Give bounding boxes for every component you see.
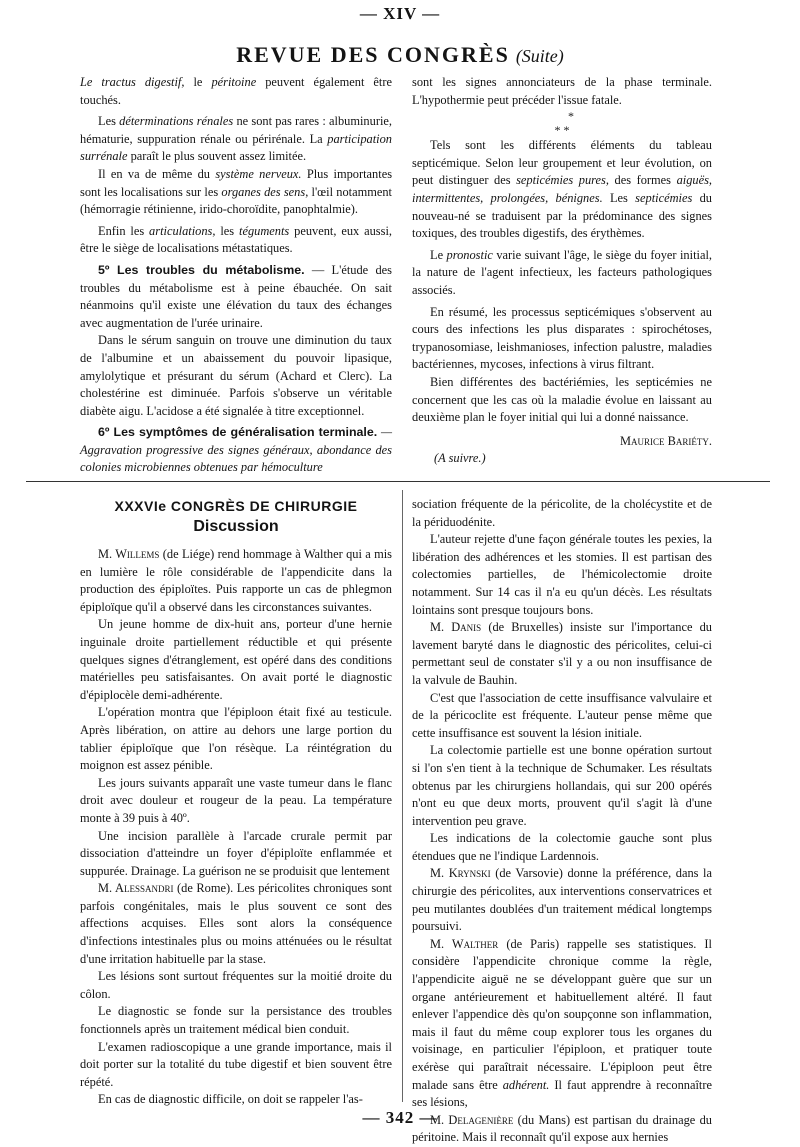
paragraph: Une incision parallèle à l'arcade crurale permit par dissociation d'atteindre un foyer d'épiploïte enflammée et suppurée. Drainage. La guérison ne se produisit que lentement	[80, 828, 392, 878]
emphasis: septicémies	[635, 190, 693, 205]
text: des formes	[608, 173, 677, 188]
column-divider	[402, 490, 403, 1102]
speaker-name: M. Walther	[430, 936, 499, 951]
text: peuvent également être touchés.	[80, 75, 392, 107]
text: ne sont pas rares : albuminurie, hématurie, suppuration rénale ou périrénale. La	[80, 114, 392, 146]
paragraph: sont les signes annonciateurs de la phase terminale. L'hypothermie peut précéder l'issue fatale.	[412, 75, 712, 107]
text: paraît le plus souvent assez limitée.	[127, 149, 307, 164]
paragraph	[80, 74, 392, 109]
paragraph: La colectomie partielle est une bonne opération surtout si l'on s'en tient à la technique de Schumaker. Les résultats obtenus par les chirurgiens hollandais, qui sur 200 opérés n'ont eu que deux morts, prouvent qu'il s'agit là d'une intervention peu grave.	[412, 743, 712, 828]
paragraph: L'auteur rejette d'une façon générale toutes les pexies, la libération des adhérences et les stomies. Il est partisan des colectomies partielles, de l'hémicolectomie droite notamment. Sur 14 cas il n'a eu qu'un décès. Les résultats lointains sont presque toujours bons.	[412, 532, 712, 617]
page-number: — 342 —	[362, 1108, 438, 1127]
emphasis: Le tractus digestif,	[80, 75, 185, 89]
speaker-name: M. Danis	[430, 620, 482, 635]
section-divider	[26, 481, 770, 482]
paragraph: Les jours suivants apparaît une vaste tumeur dans le flanc droit avec douleur et rougeur de la peau. La température monte à 39 puis à 40º.	[80, 775, 392, 825]
emphasis: organes des sens	[221, 184, 306, 199]
paragraph	[412, 247, 712, 300]
paragraph: Le diagnostic se fonde sur la persistance des troubles fonctionnels après un traitement médical bien conduit.	[80, 1004, 392, 1037]
asterism-separator: * * *	[554, 109, 574, 138]
paragraph	[412, 137, 712, 243]
text: Le	[430, 247, 447, 262]
paragraph: En résumé, les processus septicémiques s'observent au cours des infections les plus disparates : spirochétoses, trypanosomiase, leishmanioses, infection palustre, maladies bactériennes, mycoses, infections à virus filtrant.	[412, 304, 712, 372]
text: varie suivant l'âge, le siège du foyer initial, la nature de l'agent infectieux, les facteurs pathologiques associés.	[412, 247, 712, 297]
paragraph: sociation fréquente de la péricolite, de la cholécystite et de la périduodénite.	[412, 497, 712, 529]
paragraph	[80, 880, 392, 968]
speaker-name: M. Delagenière	[430, 1112, 514, 1127]
text: le	[184, 75, 212, 89]
emphasis: adhérent.	[502, 1077, 550, 1092]
paragraph	[80, 546, 392, 616]
top-right-column	[412, 74, 712, 468]
paragraph: Dans le sérum sanguin on trouve une diminution du taux de l'albumine et un abaissement du pouvoir lipasique, amylolytique et présurant du sérum (Achard et Clerc). La cholestérine est diminuée. Parfois s'observe un véritable diabète aigu. L'acidose a été signalée à titre exceptionnel.	[80, 333, 392, 418]
text: du nouveau-né se traduisent par la prédominance des signes toxiques, des troubles digestifs, des érythèmes.	[412, 190, 712, 241]
paragraph: Les lésions sont surtout fréquentes sur la moitié droite du côlon.	[80, 969, 392, 1001]
emphasis: téguments	[239, 223, 290, 238]
emphasis: (A suivre.)	[434, 451, 486, 466]
text: , l'œil notamment (hémorragie rétinienne, irido-choroïdite, panophtalmie).	[80, 184, 392, 217]
paragraph: Un jeune homme de dix-huit ans, porteur d'une hernie inguinale droite partiellement réductible et qui présente quelques signes d'étranglement, est opéré dans des conditions matérielles peu satisfaisantes. On avait porté le diagnostic d'épiplocèle demi-adhérente.	[80, 617, 392, 702]
emphasis: articulations,	[149, 223, 216, 238]
congress-title: XXXVIe CONGRÈS DE CHIRURGIE	[114, 498, 358, 514]
speaker-name: M. Willems	[98, 547, 160, 561]
text: (de Bruxelles) insiste sur l'importance du lavement baryté dans le diagnostic des péricolites, celui-ci permettant seul de constater s'il y a ou non insuffisance de la valvule de Bauhin.	[412, 620, 712, 687]
emphasis: pronostic	[446, 247, 493, 262]
section-heading: 6º Les symptômes de généralisation terminale.	[98, 425, 378, 440]
section-paragraph	[80, 262, 392, 332]
paragraph: Les indications de la colectomie gauche sont plus étendues que ne l'indique Lardennois.	[412, 831, 712, 863]
paragraph: Bien différentes des bactériémies, les septicémies ne concernent que les cas où la maladie évolue en laissant au deuxième plan le foyer initial qui lui a donné naissance.	[412, 374, 712, 425]
paragraph	[412, 936, 712, 1112]
emphasis: septicémies pures,	[516, 173, 609, 188]
paragraph: En cas de diagnostic difficile, on doit se rappeler l'as-	[98, 1092, 363, 1107]
text: (de Rome). Les péricolites chroniques sont parfois congénitales, mais le plus souvent ce sont des affections acquises. Elles sont alors la conséquence d'infections intestinales plus ou moins atténuées ou le résultat d'une irritation habituelle par la stase.	[80, 881, 392, 966]
journal-masthead	[0, 42, 800, 68]
text: (de Varsovie) donne la préférence, dans la chirurgie des péricolites, aux interventions conservatrices et peu mutilantes doublées d'un traitement médical longtemps poursuivi.	[412, 866, 712, 934]
author-signature: Maurice Bariéty.	[620, 433, 712, 448]
page-roman-number: — XIV —	[359, 4, 441, 23]
emphasis: déterminations rénales	[119, 114, 234, 129]
paragraph	[80, 113, 392, 166]
text: (de Paris) rappelle ses statistiques. Il considère l'appendicite chronique comme la règle, l'appendicite aiguë ne se développant guère que sur un organe antérieurement et habituellement altéré. Il faut enlever l'appendice dès qu'on soupçonne son inflammation, mais il faut du même coup explorer tous les organes du voisinage, en particulier l'épiploon, et pratiquer toute exérèse qui paraîtrait nécessaire. L'épiploon peut être malade sans être	[412, 936, 713, 1092]
paragraph	[412, 619, 712, 689]
speaker-name: M. Krynski	[430, 866, 491, 881]
text: Les	[98, 114, 120, 129]
masthead-title: REVUE DES CONGRÈS	[236, 42, 510, 67]
bottom-right-column	[412, 496, 712, 1147]
paragraph: L'opération montra que l'épiploon était fixé au testicule. Après libération, on attire au dehors une large portion du tablier épiploïque que l'on résèque. La réintégration du moignon est assez pénible.	[80, 705, 392, 773]
section-paragraph	[80, 424, 392, 477]
top-left-column	[80, 74, 392, 477]
section-heading: 5º Les troubles du métabolisme.	[98, 262, 305, 277]
text: (de Liége) rend hommage à Walther qui a mis en lumière le rôle considérable de l'appendicite dans la production des épiploïtes. Puis rapporte un cas de phlegmon épiploïque qu'il a observé dans les circonstances suivantes.	[80, 547, 393, 614]
emphasis: — Aggravation progressive des signes généraux, abondance des colonies microbiennes obtenues par hémoculture	[80, 425, 392, 475]
bottom-left-column	[80, 496, 392, 1109]
text: peuvent, eux aussi, être le siège de localisations métastatiques.	[80, 223, 392, 256]
text: Il en va de même du	[98, 166, 216, 181]
speaker-name: M. Alessandri	[98, 881, 174, 896]
paragraph: L'examen radioscopique a une grande importance, mais il doit porter sur la totalité du tube digestif et bien souvent être répété.	[80, 1039, 392, 1089]
masthead-suite: (Suite)	[515, 46, 564, 66]
emphasis: aiguës, intermittentes, prolongées, bénignes.	[412, 173, 713, 205]
text: les	[215, 223, 240, 238]
text: Plus importantes sont les localisations sur les	[80, 166, 393, 199]
paragraph	[80, 223, 392, 258]
text: Enfin les	[98, 223, 150, 238]
emphasis: participation surrénale	[80, 131, 392, 164]
to-be-continued	[412, 450, 712, 468]
text: (du Mans) est partisan du drainage du péritoine. Mais il reconnaît qu'il expose aux hernies	[412, 1112, 712, 1145]
text: Tels sont les différents éléments du tableau septicémique. Selon leur groupement et leur évolution, on peut distinguer des	[412, 138, 712, 188]
text: — L'étude des troubles du métabolisme est à peine ébauchée. On sait néanmoins qu'il existe une élévation du taux des échanges avec augmentation de l'urée urinaire.	[80, 262, 392, 330]
emphasis: péritoine	[211, 75, 257, 89]
paragraph	[80, 166, 392, 219]
emphasis: système nerveux.	[215, 166, 302, 181]
paragraph: C'est que l'association de cette insuffisance valvulaire et de la péricoclite est fréquente. L'auteur pense même que cette insuffisance est souvent la lésion initiale.	[412, 690, 712, 740]
text: Les	[602, 190, 636, 205]
paragraph	[412, 865, 712, 935]
discussion-heading: Discussion	[193, 518, 279, 535]
text: Il faut apprendre à reconnaître ses lésions,	[412, 1077, 712, 1110]
